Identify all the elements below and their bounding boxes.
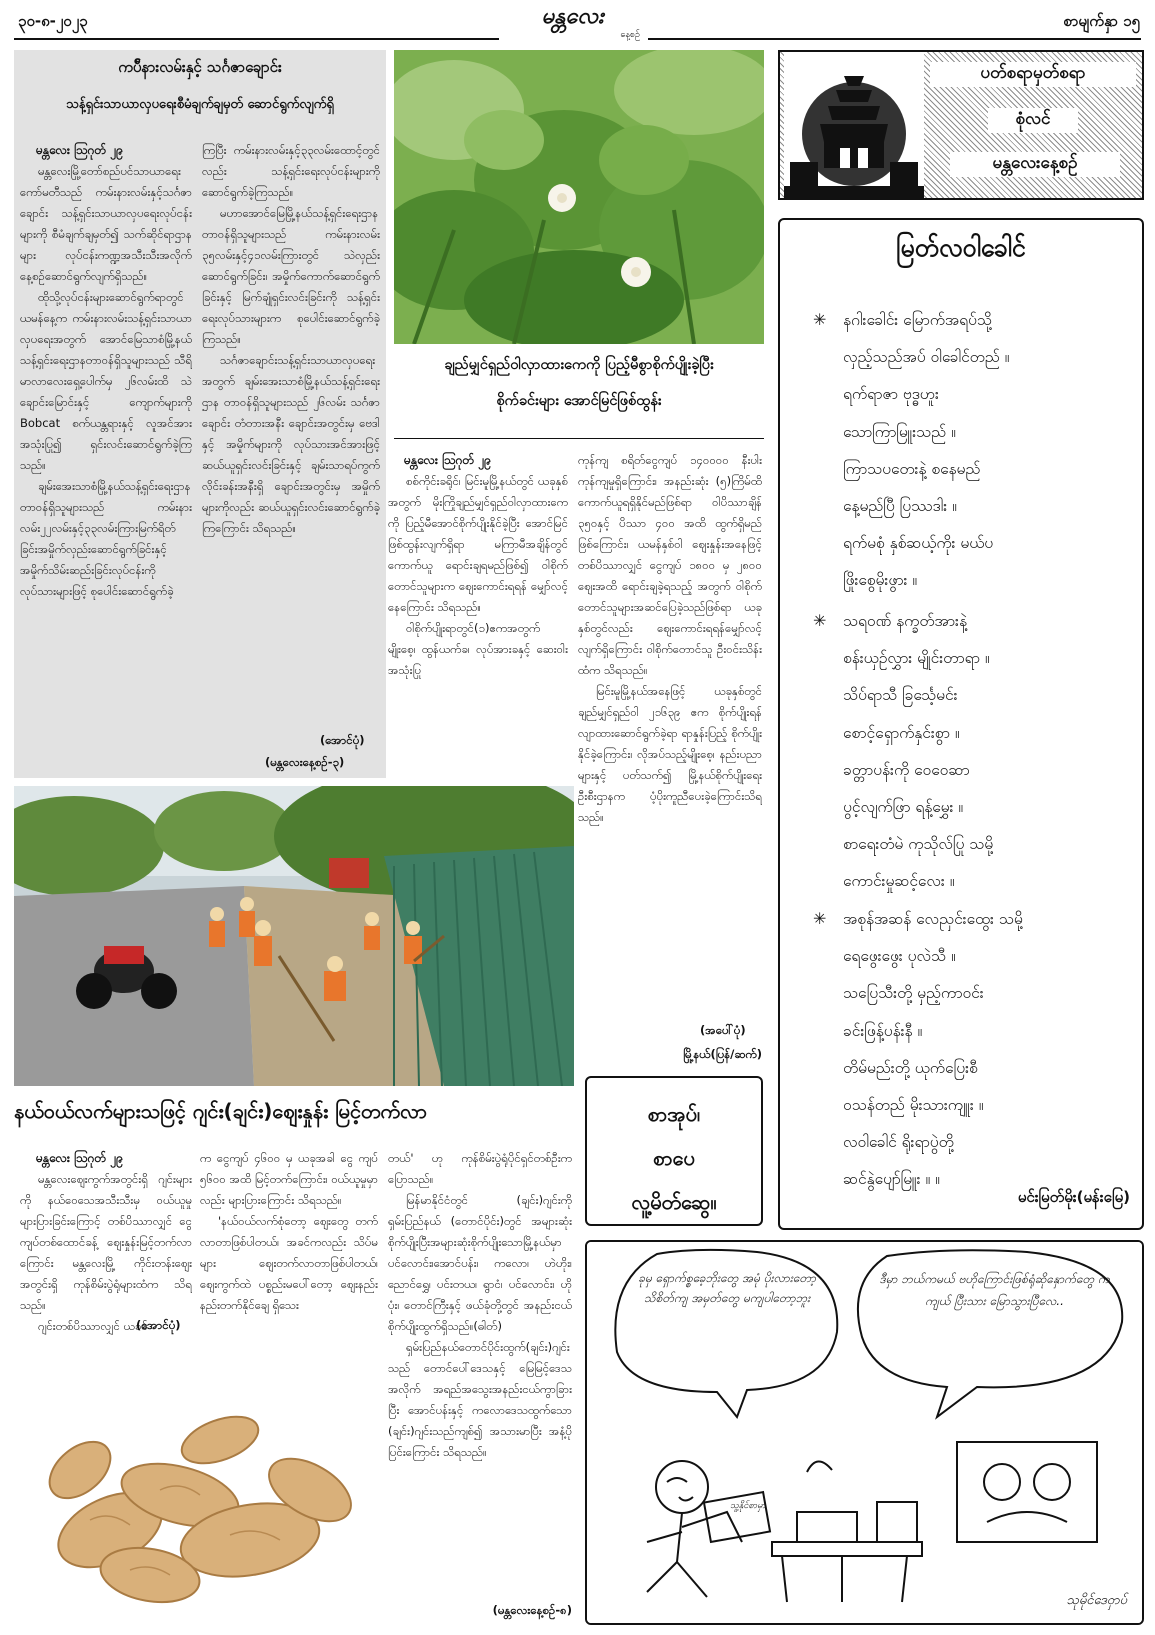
- article-cleaning-headline-2: သန့်ရှင်းသာယာလှပရေးစီမံချက်ချမှတ် ဆောင်ရွက်လျက်ရှိ: [66, 97, 334, 112]
- article-cotton-paragraph: ဝါစိုက်ပျိုးရာတွင်(၁)ဧကအတွက် မျိုးစေ့၊ ထွန်ယက်ခ၊ လုပ်အားခနှင့် ဆေးဝါးအသုံးပြု: [388, 621, 568, 677]
- article-cleaning-paragraph: သင်္ဂဇာချောင်းသန့်ရှင်းသာယာလှပရေးအတွက် ချမ်းအေးသာစံမြို့နယ်သန့်ရှင်းရေးဌာန တာဝန်ရှိသူများသည် ၂၆လမ်း သင်္ဂဇာချောင်း တံတားအနီး ချောင်းအတွင်းမှ ဗေဒါနှင့် အမှိုက်များကို လုပ်သားအင်အားဖြင့် ဆယ်ယူရှင်းလင်းခြင်းနှင့် ချမ်းသာရပ်ကွက်လိုင်းခန်းအနီးရှိ ချောင်းအတွင်းမှ အမှိုက်များကိုလည်း ဆယ်ယူရှင်းလင်းဆောင်ရွက်ခဲ့ကြကြောင်း သိရသည်။: [202, 353, 380, 535]
- poem-line: သပြေသီးတို့ မှည့်ကာဝင်း: [843, 984, 984, 1003]
- article-cleaning-column-1: [20, 140, 192, 780]
- article-cotton-paragraph: စစ်ကိုင်းခရိုင်၊ မြင်းမူမြို့နယ်တွင် ယခုနှစ်အတွက် မိုးကြိုချည်မျှင်ရှည်ဝါလှာထားကေကို ပြည့်မီအောင်စိုက်ပျိုးနိုင်ခဲ့ပြီး အောင်မြင်ဖြစ်ထွန်းလျက်ရှိရာ မကြာမီအချိန်တွင် ကောက်ယူ ရောင်းချရမည်ဖြစ်၍ ဝါစိုက်တောင်သူများက ဈေးကောင်းရရန် မျှော်လင့်နေကြောင်း သိရသည်။: [388, 474, 568, 614]
- page-number: စာမျက်နှာ ၁၅: [1063, 12, 1140, 30]
- article-ginger-paragraph: ရှမ်းပြည်နယ်တောင်ပိုင်းထွက်(ချင်း)ဂျင်းသည် တောင်ပေါ်ဒေသနှင့် မြေမြင့်ဒေသအလိုက် အရည်အသွေးအနည်းငယ်ကွာခြားပြီး အောင်ပန်းနှင့် ကလောဒေသထွက်သော (ချင်း)ဂျင်းသည်ကျစ်၍ အသားမာပြီး အနံ့ပိုပြင်းကြောင်း သိရသည်။: [388, 1340, 572, 1459]
- poem-line: သိပ်ရာသီ ခြင်္သေ့မင်း: [843, 686, 958, 705]
- cartoon-sign-caption: သူ့နိုင်စာမှာ: [730, 1501, 766, 1511]
- newspaper-logo: [505, 4, 640, 42]
- slogan-box: [585, 1076, 763, 1226]
- poem-line: ကြာသပတေးနဲ့ စနေမည်: [843, 459, 981, 478]
- poem-stanza-3: [813, 901, 1133, 1199]
- poem-title: မြတ်လဝါခေါင်: [896, 233, 1026, 262]
- poem-line: အစုန်အဆန် လေညှင်းထွေး သမို့: [843, 910, 1023, 928]
- poem-author: မင်းမြတ်မိုး(မန်းမြေ): [1017, 1188, 1130, 1206]
- article-cleaning-paragraph: ထိုသို့လုပ်ငန်းများဆောင်ရွက်ရာတွင် ယမန်နေ့က ကမ်းနားလမ်းသန့်ရှင်းသာယာလှပရေးအတွက် အောင်မြေသာစံမြို့နယ်သန့်ရှင်းရေးဌာနတာဝန်ရှိသူများသည် သီရိမာလာလေးရှေ့ပေါက်မှ ၂၆လမ်းထိ သဲချောင်းမြောင်းနှင့် ကျောက်များကို Bobcat စက်ယန္တရားနှင့် လူအင်အားအသုံးပြု၍ ရှင်းလင်းဆောင်ရွက်ခဲ့ကြသည်။: [20, 290, 192, 472]
- article-cleaning-paragraph: ကြပြီး ကမ်းနားလမ်းနှင့်၃၃လမ်းထောင့်တွင်လည်း သန့်ရှင်းရေးလုပ်ငန်းများကို ဆောင်ရွက်ခဲ့ကြသည်။: [202, 143, 380, 199]
- article-ginger-paragraph: မန္တလေးဈေးကွက်အတွင်းရှိ ဂျင်းများကို နယ်ဝေသေအသီးသီးမှ ဝယ်ယူမှု များပြားခြင်းကြောင့် တစ်ပိဿာလျှင် ငွေကျပ်တစ်ထောင်ခန့် ဈေးနှုန်းမြင့်တက်လာကြောင်း မန္တလေးမြို့ ကိုင်းတန်းဈေးအတွင်းရှိ ကုန်စိမ်းပွဲရုံများထံက သိရသည်။: [20, 1172, 192, 1312]
- article-ginger-column-2: [200, 1148, 378, 1358]
- poem-line: သရဝဏ် နက္ခတ်အားနဲ့: [843, 612, 967, 630]
- poem-line: ရေဖွေးဖွေး ပုလဲသီ ။: [843, 947, 956, 966]
- slogan-line-3: လူ့မိတ်ဆွေ။: [631, 1190, 717, 1214]
- promo-line-3: မန္တလေးနေ့စဉ်: [950, 152, 1120, 177]
- article-cotton-headline-1: ချည်မျှင်ရှည်ဝါလှာထားကေကို ပြည့်မီစွာစိုက်ပျိုးခဲ့ပြီး: [444, 357, 714, 373]
- promo-line-1: ပတ်စရာမှတ်စရာ: [930, 62, 1136, 87]
- poem-line: သောကြာမြူးသည် ။: [843, 422, 956, 441]
- poem-line: နေ့မည်ပြီ ပြဿဒါး ။: [843, 497, 957, 516]
- poem-line: တိမ်မည်းတို့ ယုက်ပြေးစီ: [843, 1058, 978, 1077]
- article-ginger-paragraph: တယ်' ဟု ကုန်စိမ်းပွဲရုံပိုင်ရှင်တစ်ဦးက ပြောသည်။: [388, 1151, 572, 1186]
- article-cleaning-paragraph: မန္တလေးမြို့တော်စည်ပင်သာယာရေးကော်မတီသည် ကမ်းနားလမ်းနှင့်သင်္ဂဇာချောင်း သန့်ရှင်းသာယာလှပရေးလုပ်ငန်းများကို စီမံချက်ချမှတ်၍ သက်ဆိုင်ရာဌာနများ လုပ်ငန်းကဏ္ဍအသီးသီးအလိုက် နေ့စဉ်ဆောင်ရွက်လျက်ရှိသည်။: [20, 164, 192, 283]
- poem-line: လှည့်သည်အပ် ဝါခေါင်တည် ။: [843, 348, 1010, 367]
- article-cotton-column-1: [388, 450, 568, 780]
- article-ginger-paragraph: ဂျင်းတစ်ပိဿာလျှင် ယခင်: [38, 1319, 148, 1333]
- article-cleaning-paragraph: ချမ်းအေးသာစံမြို့နယ်သန့်ရှင်းရေးဌာန တာဝန်ရှိသူများသည် ကမ်းနားလမ်း၂၂လမ်းနှင့်၃၃လမ်းကြားမြက်ရိတ်ခြင်းအမှိုက်လှည်းဆောင်ရွက်ခြင်းနှင့် အမှိုက်သိမ်းဆည်းခြင်းလုပ်ငန်းကို လုပ်သားများဖြင့် စုပေါင်းဆောင်ရွက်ခဲ့: [20, 479, 192, 598]
- article-cotton-paragraph: ကုန်ကျ စရိတ်ငွေကျပ် ၁၄၀၀၀၀ နီးပါးကုန်ကျမှုရှိကြောင်း၊ အနည်းဆုံး (၅)ကြိမ်ထိ ကောက်ယူရရှိနိုင်မည်ဖြစ်ရာ ဝါပိဿာချိန် ၃၅၀နှင့် ပိဿာ ၄၀၀ အထိ ထွက်ရှိမည်ဖြစ်ကြောင်း၊ ယမန်နှစ်ဝါ ဈေးနှုန်းအနေဖြင့် တစ်ပိဿာလျှင် ငွေကျပ် ၁၈၀၀ မှ ၂၈၀၀ ဈေးအထိ ရောင်းချခဲ့ရသည့် အတွက် ဝါစိုက်တောင်သူများအဆင်ပြေခဲ့သည်ဖြစ်ရာ ယခုနှစ်တွင်လည်း ဈေးကောင်းရရန်မျှော်လင့်လျက်ရှိကြောင်း ဝါစိုက်တောင်သူ ဦးဝင်းသိန်းထံက သိရသည်။: [578, 453, 762, 677]
- street-cleaning-illustration: [14, 786, 574, 1086]
- logo-subtext: နေ့စဉ်: [620, 30, 640, 40]
- article-cotton-column-2: [578, 450, 762, 1020]
- cotton-plant-illustration: [394, 50, 764, 344]
- poem-line: ဝသန်တည် မိုးသားကျူး ။: [843, 1096, 984, 1115]
- poem-line: ခင်းဖြန့်ပန်းနီ ။: [843, 1021, 923, 1040]
- article-ginger-headline: နယ်ဝယ်လက်များသဖြင့် ဂျင်း(ချင်း)ဈေးနှုန်း မြင့်တက်လာ: [14, 1099, 428, 1123]
- poem-line: စန်းယှဉ်လွှား မျိုင်းတာရာ ။: [843, 649, 990, 668]
- poem-line: စာရေးတံမဲ ကုသိုလ်ပြု သမို့: [843, 835, 994, 854]
- masthead-rule-right: [648, 38, 1141, 40]
- poem-stanza-1: [813, 302, 1133, 600]
- stanza-bullet: ✳: [813, 310, 827, 329]
- ginger-photo: [20, 1380, 380, 1620]
- pagoda-icon: [784, 52, 924, 198]
- article-cleaning-column-2: [202, 140, 380, 750]
- poem-line: ရက်မစုံ နှစ်ဆယ့်ကိုး မယ်ပ: [843, 534, 994, 553]
- poem-line: ဆင်နွဲပျော်မြူး ။ ။: [843, 1170, 940, 1189]
- article-ginger-photo-credit: (အောင်ပုံ): [136, 1318, 181, 1332]
- poem-line: ခတ္တာပန်းကို ဝေဝေဆာ: [843, 760, 970, 779]
- article-ginger-paragraph: က ငွေကျပ် ၄၆၀၀ မှ ယခုအခါ ငွေ ကျပ် ၅၆၀၀ အထိ မြင့်တက်ကြောင်း၊ ဝယ်ယူမှုမှာလည်း များပြားကြောင်း သိရသည်။: [200, 1151, 378, 1207]
- article-cotton-headline-2: စိုက်ခင်းများ အောင်မြင်ဖြစ်ထွန်း: [496, 393, 662, 409]
- street-cleaning-photo: [14, 786, 574, 1086]
- promo-line-2: စုံလင်: [988, 108, 1078, 133]
- article-cotton-paragraph: မြင်းမူမြို့နယ်အနေဖြင့် ယခုနှစ်တွင်ချည်မျှင်ရှည်ဝါ ၂၁၆၃၉ ဧက စိုက်ပျိုးရန်လျာထားဆောင်ရွက်ခဲ့ရာ ရာနှုန်းပြည့် စိုက်ပျိုးနိုင်ခဲ့ကြောင်း၊ လိုအပ်သည့်မျိုးစေ့၊ နည်းပညာများနှင့် ပတ်သက်၍ မြို့နယ်စိုက်ပျိုးရေးဦးစီးဌာနက ပံ့ပိုးကူညီပေးခဲ့ကြောင်းသိရသည်။: [578, 684, 762, 824]
- poem-line: စောင့်ရှောက်နှင်းစွာ ။: [843, 723, 960, 742]
- article-cleaning-credit: (မန္တလေးနေ့စဉ်-၃): [265, 755, 345, 769]
- page-date: ၃၀-၈-၂၀၂၃: [18, 12, 88, 30]
- slogan-line-2: စာပေ: [653, 1146, 695, 1170]
- article-ginger-column-3: [388, 1148, 572, 1608]
- masthead-rule-left: [14, 38, 499, 40]
- article-ginger-paragraph: မြန်မာနိုင်ငံတွင် (ချင်း)ဂျင်းကို ရှမ်းပြည်နယ် (တောင်ပိုင်း)တွင် အများဆုံး စိုက်ပျိုးပြီးအများဆုံးစိုက်ပျိုးသောမြို့နယ်မှာ ပင်လောင်း၊အောင်ပန်း၊ ကလော၊ ဟဲဟိုး၊ ညောင်ရွှေ၊ ပင်းတယ၊ ရွာငံ၊ ပင်လောင်း၊ ဟိုပုံး၊ တောင်ကြီးနှင့် ဖယ်ခုံတို့တွင် အနည်းငယ် စိုက်ပျိုးထွက်ရှိသည်။(ဓါတ်): [388, 1193, 572, 1333]
- cartoon-signature: သုမိုင်ဒေဝှာပ်: [1066, 1593, 1127, 1608]
- masthead-promo-box: [778, 50, 1144, 200]
- ginger-illustration: [20, 1380, 380, 1620]
- article-cotton-dateline: မန္တလေး ဩဂုတ် ၂၉: [404, 453, 492, 467]
- stanza-bullet: ✳: [813, 611, 827, 630]
- cartoon-left-bubble: ခုမှ ရှောက်စ္စခေ့ဘိုးတွေ အမုံ ပိုးလားတော့ သိစိတ်ကျ အမှတ်တွေ မကျပါတော့ဘူး: [638, 1271, 816, 1305]
- article-ginger-credit: (မန္တလေးနေ့စဉ်-၈): [492, 1603, 572, 1617]
- article-cotton-credit-2: မြို့နယ်(ပြန်/ဆက်): [683, 1047, 762, 1061]
- poem-line: ပွင့်လျက်ဖြာ ရန့်မွှေး ။: [843, 798, 964, 817]
- article-cleaning-photo-credit: (အောင်ပုံ): [320, 733, 365, 747]
- cartoon-box: [585, 1240, 1144, 1625]
- article-ginger-dateline: မန္တလေး ဩဂုတ် ၂၉: [36, 1151, 124, 1165]
- poem-stanza-2: [813, 603, 1133, 901]
- poem-line: လဝါခေါင် ရိုးရာပွဲတို့: [843, 1133, 954, 1152]
- stanza-bullet: ✳: [813, 909, 827, 928]
- poem-line: နဂါးခေါင်း မြောက်အရပ်သို့: [843, 311, 992, 329]
- poem-line: ဖြိုးစွေမိုးဖွား ။: [843, 571, 918, 590]
- article-ginger-paragraph: 'နယ်ဝယ်လက်စုံတော့ ဈေးတွေ တက်လာတာဖြစ်ပါတယ်၊ အခင်ကလည်း သိပ်မများ ဈေးတက်လာတာဖြစ်ပါတယ်၊ ဈေးကွက်ထဲ ပစ္စည်းမပေါ်တော့ ဈေးနည်းနည်းတက်နိုင်ချေ ရှိသေး: [200, 1214, 378, 1312]
- cartoon-right-bubble: ဒီမှာ ဘယ်ကမယ် ဗဟိုကြောင်းဖြစ်ရုံဆိုနှောက်တွေ ကကျယ် ပြီးသား မြောသွားပြီလေ..: [879, 1272, 1110, 1308]
- poem-line: ရက်ရာဇာ ဗုဒ္ဓဟူး: [843, 385, 939, 404]
- slogan-line-1: စာအုပ်၊: [647, 1102, 701, 1126]
- article-cotton-credit: (အပေါ်ပုံ): [700, 1023, 746, 1037]
- logo-text: မန္တလေး: [541, 4, 604, 29]
- article-cleaning-paragraph: မဟာအောင်မြေမြို့နယ်သန့်ရှင်းရေးဌာန တာဝန်ရှိသူများသည် ကမ်းနားလမ်း ၃၅လမ်းနှင့်၄၁လမ်းကြားတွင် သဲလှည်းဆောင်ရွက်ခြင်း၊ အမှိုက်ကောက်ဆောင်ရွက်ခြင်းနှင့် မြက်ချုံရှင်းလင်းခြင်းကို သန့်ရှင်းရေးလုပ်သားများက စုပေါင်းဆောင်ရွက်ခဲ့ကြသည်။: [202, 206, 380, 346]
- cotton-headline-underline: [394, 438, 764, 439]
- article-cleaning-headline-1: ကပ်ီနားလမ်းနှင့် သင်္ဂဇာချောင်း: [118, 58, 282, 76]
- article-cleaning-dateline: မန္တလေး ဩဂုတ် ၂၉: [36, 143, 124, 157]
- cotton-plant-photo: [394, 50, 764, 344]
- poem-line: ကောင်းမှုဆင့်လေး ။: [843, 872, 955, 891]
